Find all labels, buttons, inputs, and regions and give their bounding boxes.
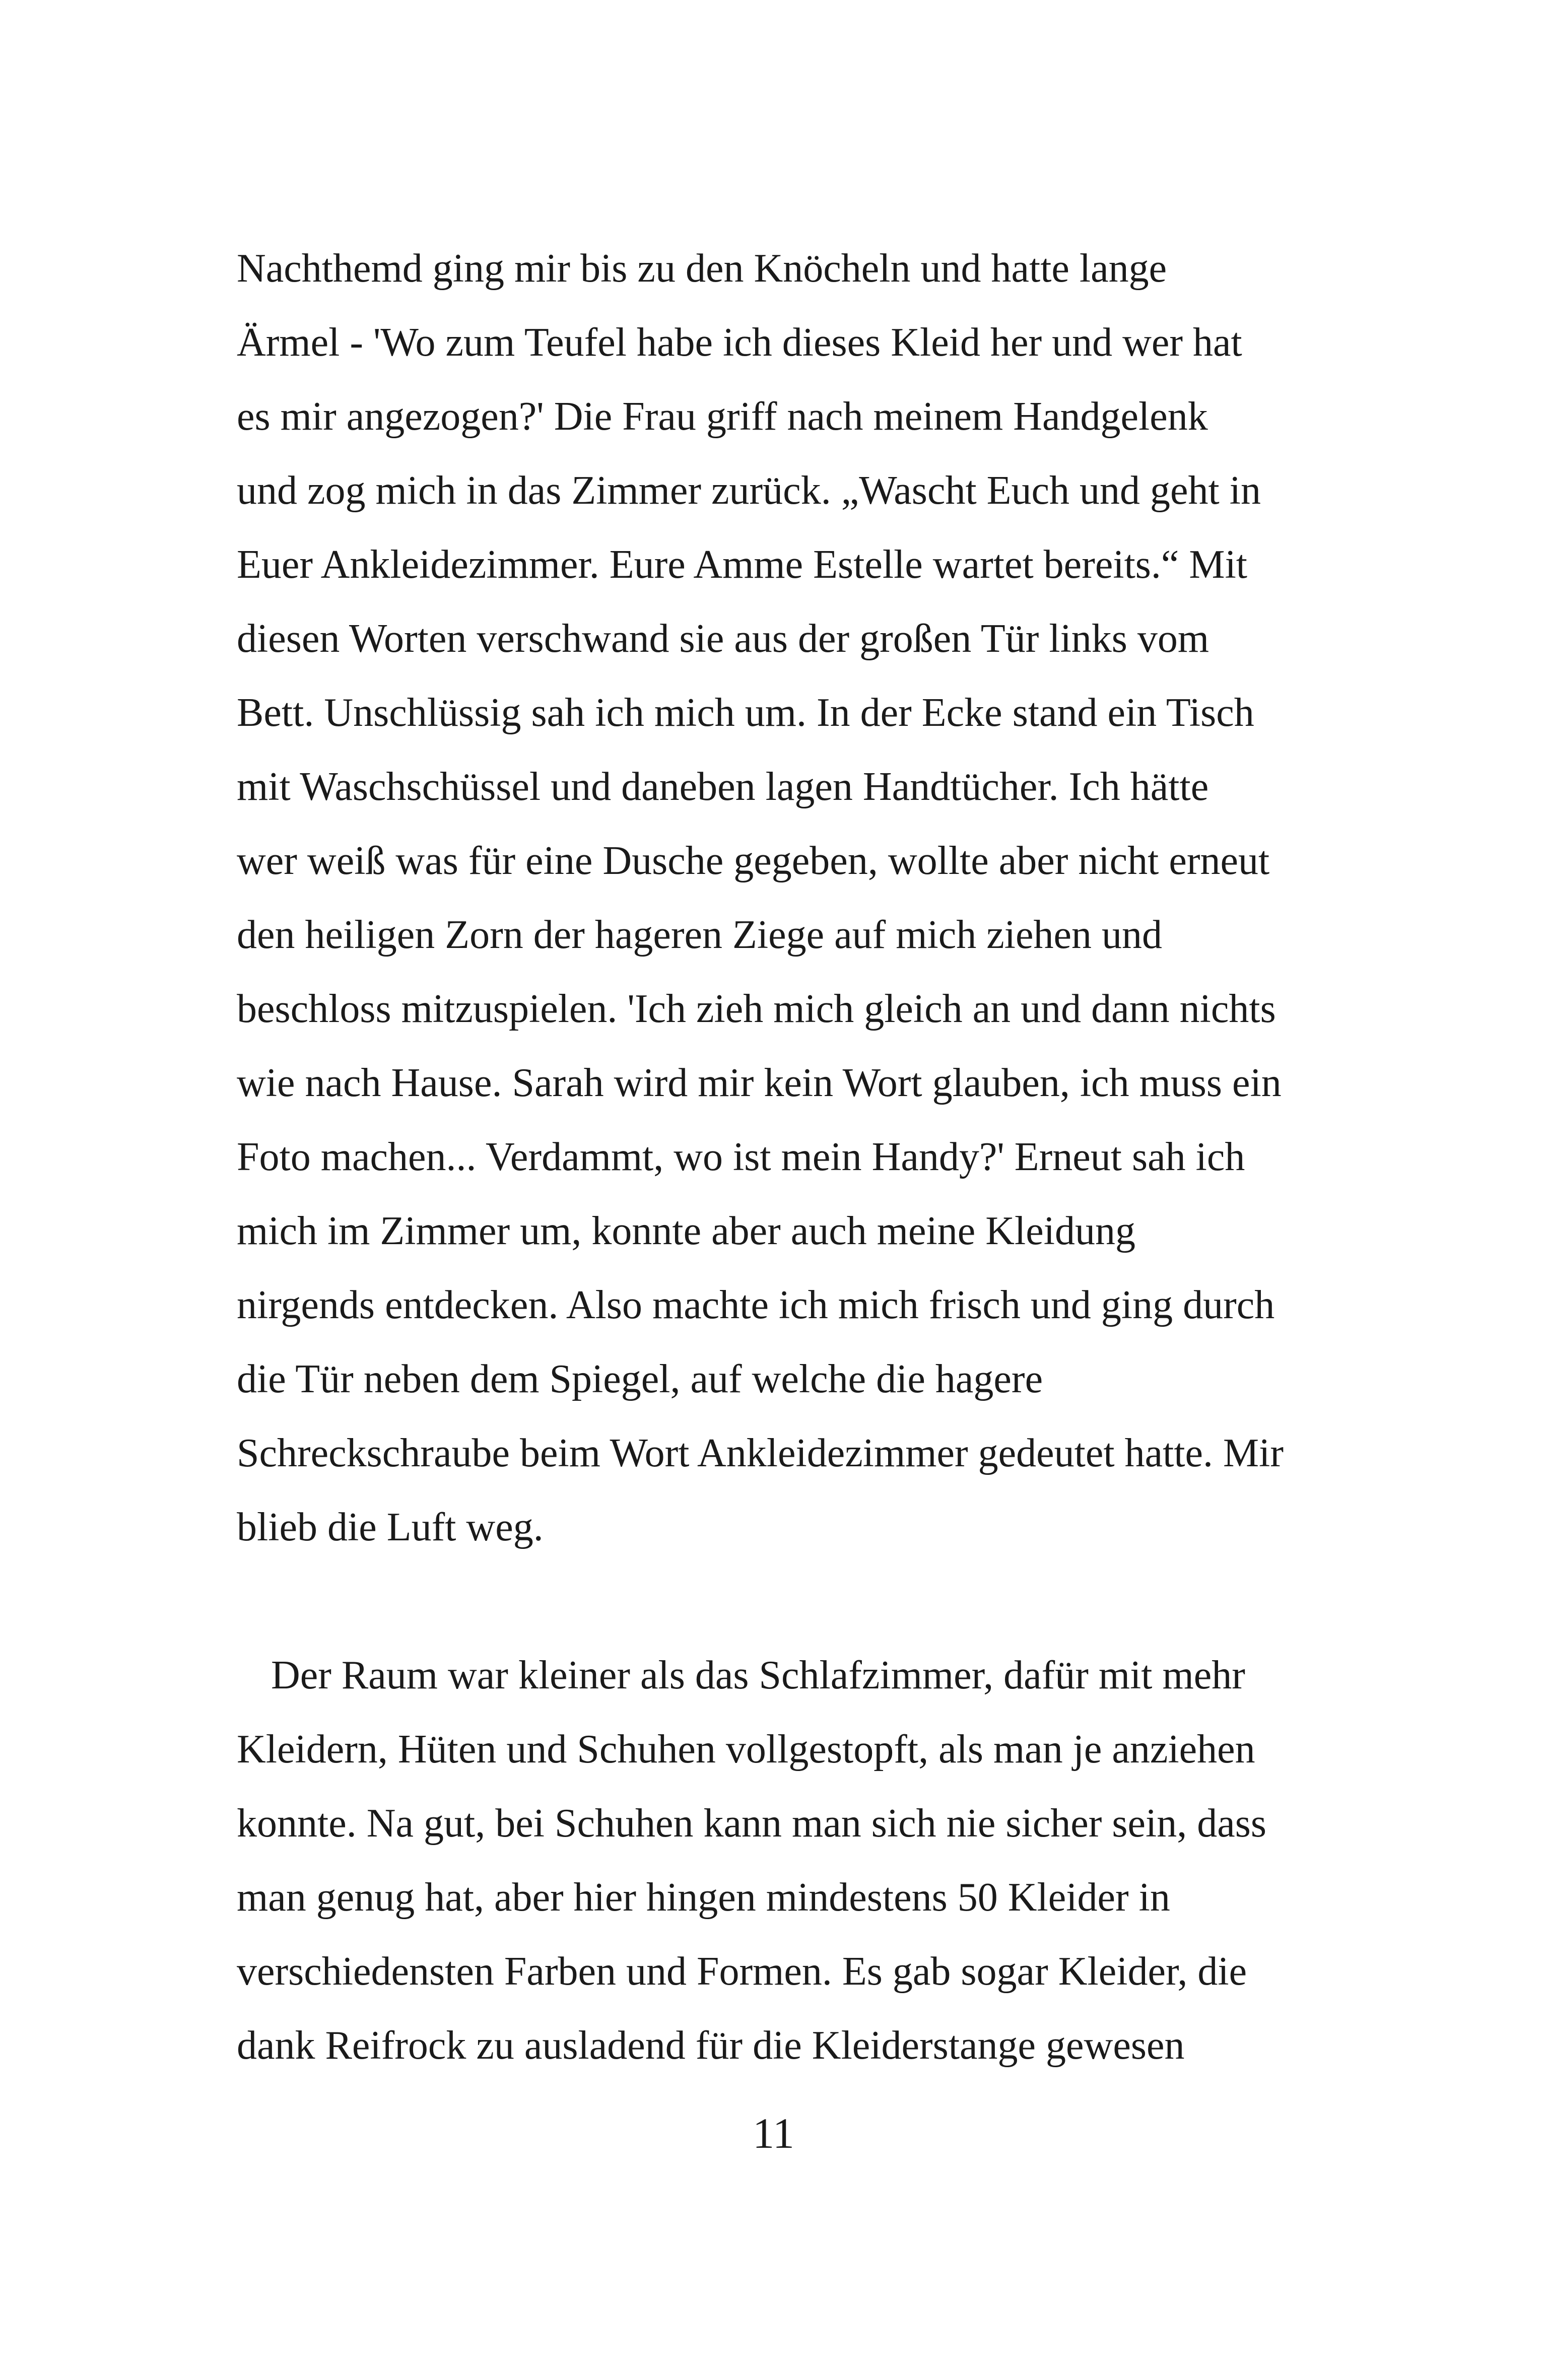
text-line: blieb die Luft weg. (237, 1505, 544, 1549)
text-line: Bett. Unschlüssig sah ich mich um. In der Ecke stand ein Tisch (237, 691, 1254, 735)
text-line: beschloss mitzuspielen. 'Ich zieh mich gleich an und dann nichts (237, 987, 1276, 1031)
text-line: Ärmel - 'Wo zum Teufel habe ich dieses Kleid her und wer hat (237, 320, 1242, 365)
text-line: nirgends entdecken. Also machte ich mich frisch und ging durch (237, 1283, 1275, 1327)
paragraph-2 (237, 1639, 1345, 2083)
text-line: und zog mich in das Zimmer zurück. „Wascht Euch und geht in (237, 468, 1261, 513)
text-line: Nachthemd ging mir bis zu den Knöcheln und hatte lange (237, 246, 1167, 291)
paragraph-1 (237, 232, 1345, 1565)
page-number: 11 (753, 2109, 794, 2157)
text-line: wie nach Hause. Sarah wird mir kein Wort glauben, ich muss ein (237, 1061, 1282, 1105)
text-line: diesen Worten verschwand sie aus der großen Tür links vom (237, 617, 1209, 661)
body-text (237, 232, 1345, 2083)
text-line: mich im Zimmer um, konnte aber auch meine Kleidung (237, 1209, 1135, 1253)
text-line: Der Raum war kleiner als das Schlafzimmer, dafür mit mehr (271, 1653, 1245, 1697)
paragraph-spacer (237, 1565, 1345, 1639)
text-line: man genug hat, aber hier hingen mindestens 50 Kleider in (237, 1875, 1170, 1920)
text-line: dank Reifrock zu ausladend für die Kleiderstange gewesen (237, 2023, 1185, 2068)
text-line: es mir angezogen?' Die Frau griff nach meinem Handgelenk (237, 394, 1208, 439)
text-line: mit Waschschüssel und daneben lagen Handtücher. Ich hätte (237, 765, 1209, 809)
text-line: wer weiß was für eine Dusche gegeben, wollte aber nicht erneut (237, 839, 1270, 883)
text-line: konnte. Na gut, bei Schuhen kann man sich nie sicher sein, dass (237, 1801, 1266, 1846)
text-line: Foto machen... Verdammt, wo ist mein Handy?' Erneut sah ich (237, 1135, 1245, 1179)
text-line: Kleidern, Hüten und Schuhen vollgestopft, als man je anziehen (237, 1727, 1255, 1772)
text-line: Schreckschraube beim Wort Ankleidezimmer gedeutet hatte. Mir (237, 1431, 1284, 1475)
text-line: die Tür neben dem Spiegel, auf welche die hagere (237, 1357, 1043, 1401)
text-line: verschiedensten Farben und Formen. Es gab sogar Kleider, die (237, 1949, 1247, 1994)
text-line: den heiligen Zorn der hageren Ziege auf mich ziehen und (237, 913, 1162, 957)
text-line: Euer Ankleidezimmer. Eure Amme Estelle wartet bereits.“ Mit (237, 542, 1248, 587)
